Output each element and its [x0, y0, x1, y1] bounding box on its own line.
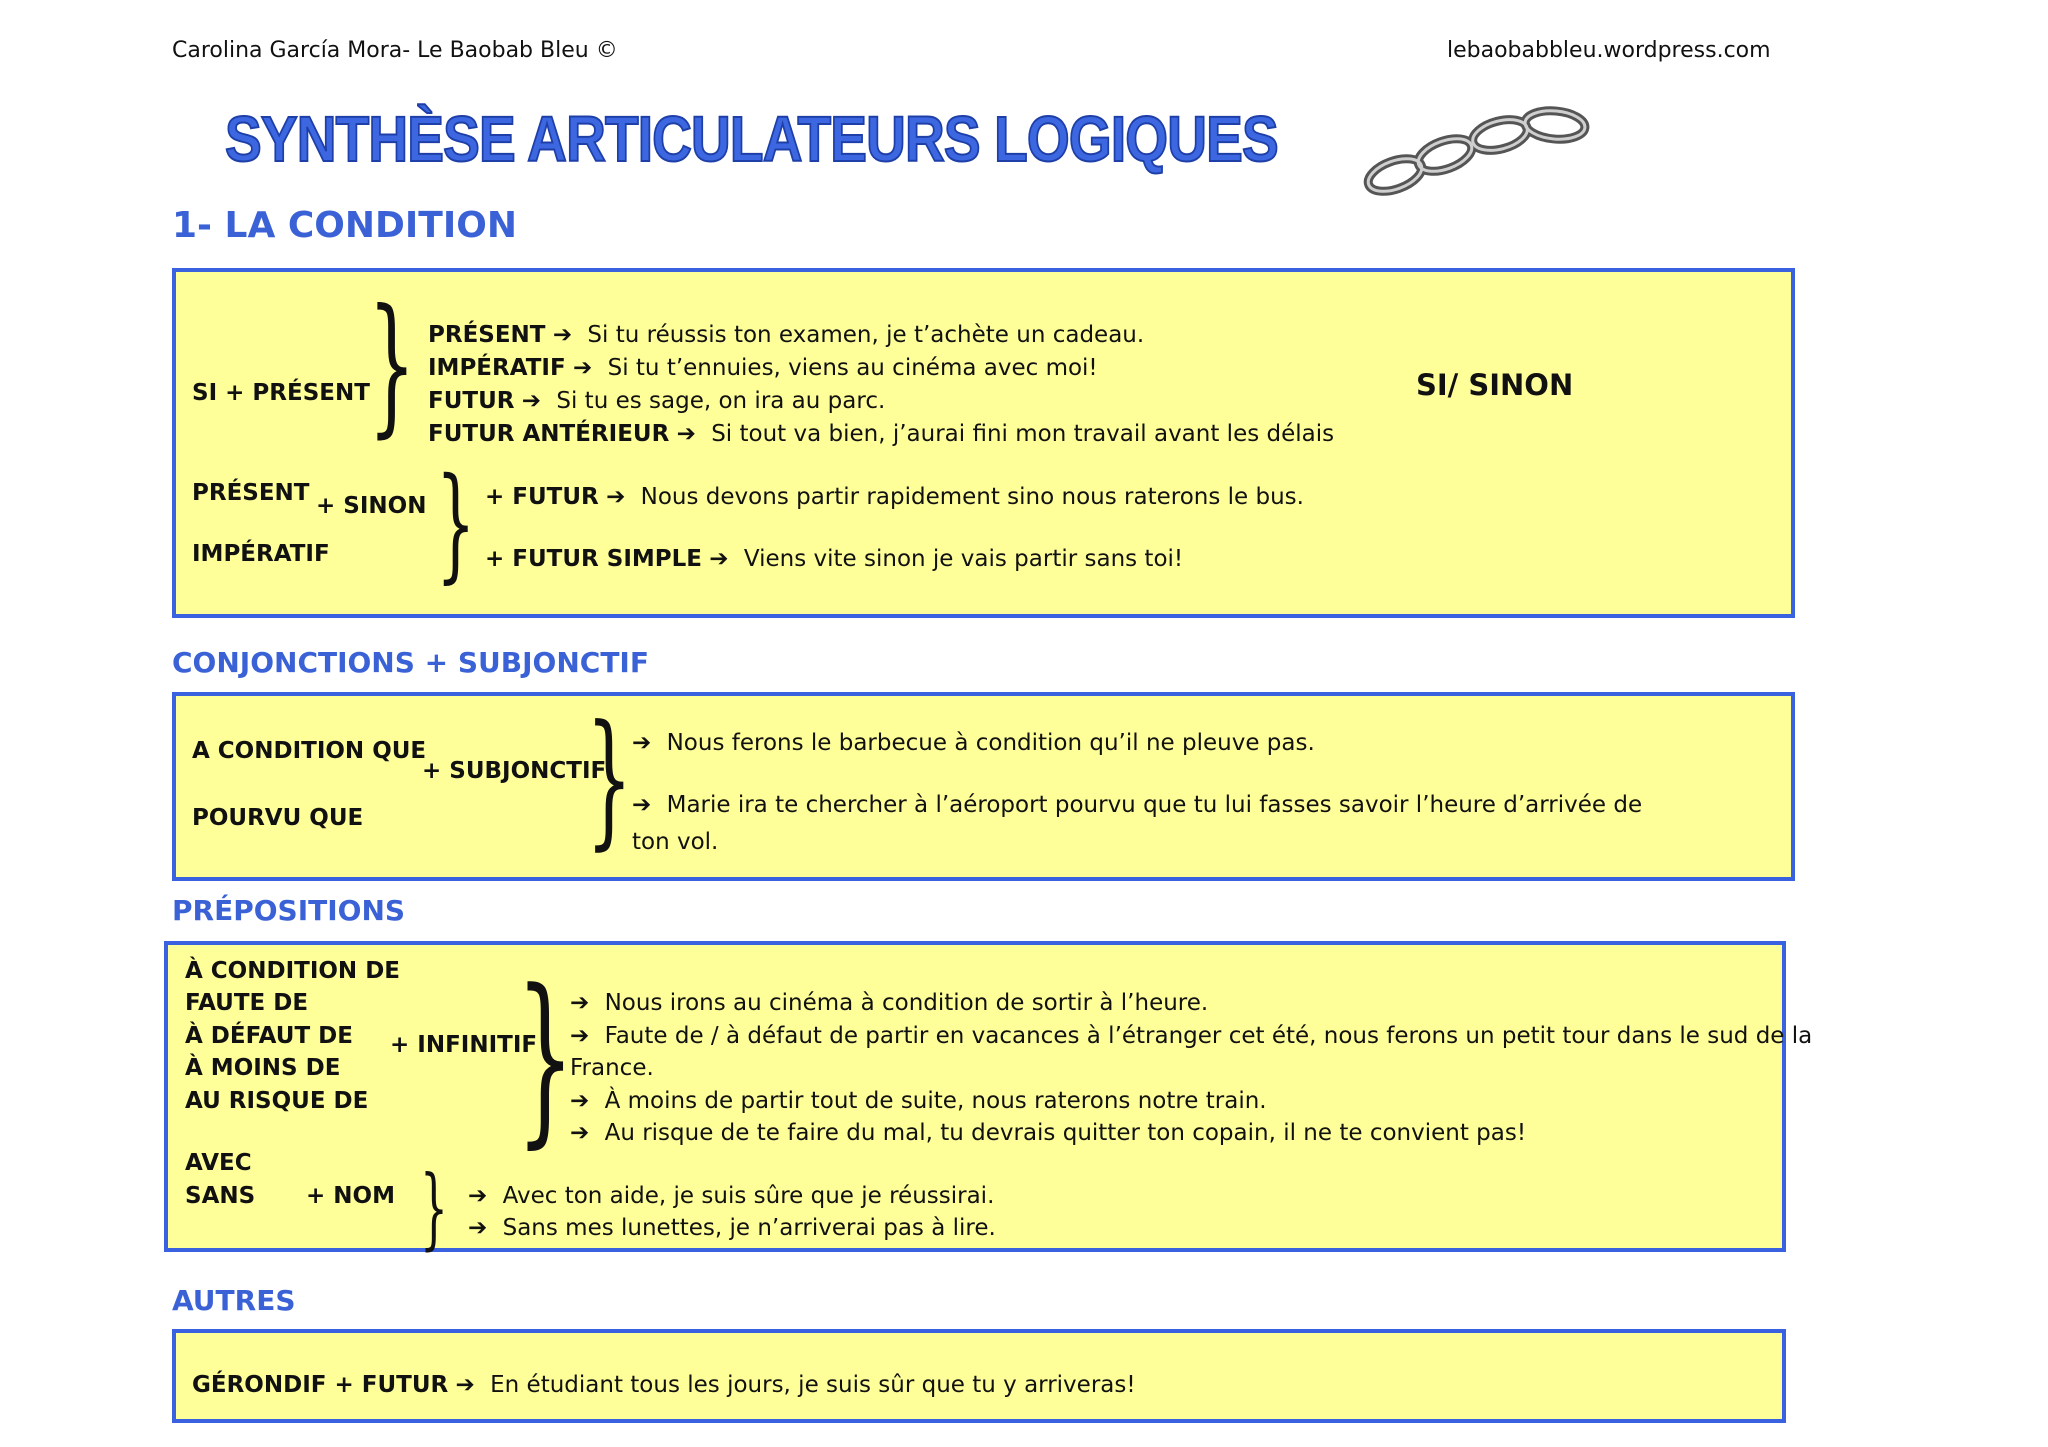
- brace-icon: }: [436, 452, 476, 596]
- arrow-icon: ➔: [570, 1120, 590, 1146]
- sinon-row: [485, 484, 1304, 510]
- nom-left-sans: SANS: [185, 1183, 256, 1209]
- example-text: Si tu es sage, on ira au parc.: [556, 388, 886, 414]
- infinitif-example: ➔ Faute de / à défaut de partir en vacances à l’étranger cet été, nous ferons un petit tour dans le sud de la: [570, 1023, 1813, 1049]
- nom-connector: + NOM: [306, 1183, 395, 1209]
- si-row: [428, 388, 885, 414]
- example-text: En étudiant tous les jours, je suis sûr que tu y arriveras!: [490, 1372, 1136, 1398]
- brace-icon: }: [516, 951, 575, 1165]
- brace-icon: }: [586, 694, 633, 864]
- arrow-icon: ➔: [573, 355, 593, 381]
- si-row: [428, 322, 1144, 348]
- subjonctif-example: ➔ Marie ira te chercher à l’aéroport pourvu que tu lui fasses savoir l’heure d’arrivée de: [632, 792, 1643, 818]
- gerondif-label: GÉRONDIF + FUTUR: [192, 1372, 449, 1398]
- example-text: Viens vite sinon je vais partir sans toi!: [743, 546, 1184, 572]
- arrow-icon: ➔: [606, 484, 626, 510]
- sinon-left-present: PRÉSENT: [192, 480, 310, 506]
- subjonctif-example-cont: ton vol.: [632, 829, 719, 855]
- preposition-label: AU RISQUE DE: [185, 1088, 369, 1114]
- tense-label: IMPÉRATIF: [428, 355, 566, 381]
- sinon-connector: + SINON: [316, 493, 427, 519]
- page-title: SYNTHÈSE ARTICULATEURS LOGIQUES: [225, 103, 1278, 175]
- infinitif-example: ➔ Au risque de te faire du mal, tu devrais quitter ton copain, il ne te convient pas!: [570, 1120, 1527, 1146]
- autres-row: [192, 1372, 1136, 1398]
- nom-left-avec: AVEC: [185, 1150, 252, 1176]
- tense-label: FUTUR: [428, 388, 515, 414]
- preposition-label: FAUTE DE: [185, 990, 309, 1016]
- nom-example: ➔ Avec ton aide, je suis sûre que je réussirai.: [468, 1183, 995, 1209]
- infinitif-example: ➔ Nous irons au cinéma à condition de sortir à l’heure.: [570, 990, 1209, 1016]
- infinitif-example: ➔ À moins de partir tout de suite, nous raterons notre train.: [570, 1088, 1267, 1114]
- example-text: Si tu t’ennuies, viens au cinéma avec moi!: [607, 355, 1098, 381]
- arrow-icon: ➔: [570, 1023, 590, 1049]
- tense-label: PRÉSENT: [428, 322, 546, 348]
- arrow-icon: ➔: [521, 388, 542, 414]
- arrow-icon: ➔: [709, 546, 729, 572]
- arrow-icon: ➔: [632, 792, 652, 818]
- preposition-label: À MOINS DE: [185, 1055, 341, 1081]
- example-text: Si tout va bien, j’aurai fini mon travail avant les délais: [711, 421, 1335, 447]
- infinitif-example-cont: France.: [570, 1055, 654, 1081]
- conjonctions-box: [172, 692, 1795, 881]
- subjonctif-connector: + SUBJONCTIF: [422, 758, 607, 784]
- subjonctif-example: ➔ Nous ferons le barbecue à condition qu’il ne pleuve pas.: [632, 730, 1315, 756]
- section-heading-prepositions: PRÉPOSITIONS: [172, 894, 406, 927]
- tense-label: FUTUR ANTÉRIEUR: [428, 421, 670, 447]
- conjonction-a-condition-que: A CONDITION QUE: [192, 738, 427, 764]
- chain-icon: [1340, 80, 1620, 210]
- section-heading-conjonctions: CONJONCTIONS + SUBJONCTIF: [172, 646, 649, 679]
- si-present-label: SI + PRÉSENT: [192, 380, 370, 406]
- arrow-icon: ➔: [455, 1372, 475, 1398]
- arrow-icon: ➔: [468, 1183, 488, 1209]
- si-row: [428, 421, 1334, 447]
- section-heading-autres: AUTRES: [172, 1284, 296, 1317]
- sinon-left-imperatif: IMPÉRATIF: [192, 541, 330, 567]
- si-sinon-label: SI/ SINON: [1416, 368, 1574, 402]
- brace-icon: }: [368, 278, 416, 452]
- example-text: Nous devons partir rapidement sino nous raterons le bus.: [640, 484, 1304, 510]
- nom-example: ➔ Sans mes lunettes, je n’arriverai pas à lire.: [468, 1215, 996, 1241]
- preposition-label: À DÉFAUT DE: [185, 1023, 353, 1049]
- conjonction-pourvu-que: POURVU QUE: [192, 805, 364, 831]
- preposition-label: À CONDITION DE: [185, 958, 400, 984]
- author-credit: Carolina García Mora- Le Baobab Bleu ©: [172, 38, 618, 63]
- tense-label: + FUTUR SIMPLE: [485, 546, 702, 572]
- tense-label: + FUTUR: [485, 484, 599, 510]
- sinon-row: [485, 546, 1183, 572]
- brace-icon: }: [420, 1156, 448, 1259]
- arrow-icon: ➔: [552, 322, 573, 348]
- infinitif-connector: + INFINITIF: [390, 1032, 538, 1058]
- arrow-icon: ➔: [570, 1088, 590, 1114]
- si-row: [428, 355, 1098, 381]
- arrow-icon: ➔: [632, 730, 652, 756]
- website-url: lebaobabbleu.wordpress.com: [1447, 38, 1771, 63]
- example-text: Si tu réussis ton examen, je t’achète un cadeau.: [587, 322, 1145, 348]
- section-heading-condition: 1- LA CONDITION: [172, 205, 517, 246]
- arrow-icon: ➔: [570, 990, 590, 1016]
- arrow-icon: ➔: [676, 421, 696, 447]
- arrow-icon: ➔: [468, 1215, 488, 1241]
